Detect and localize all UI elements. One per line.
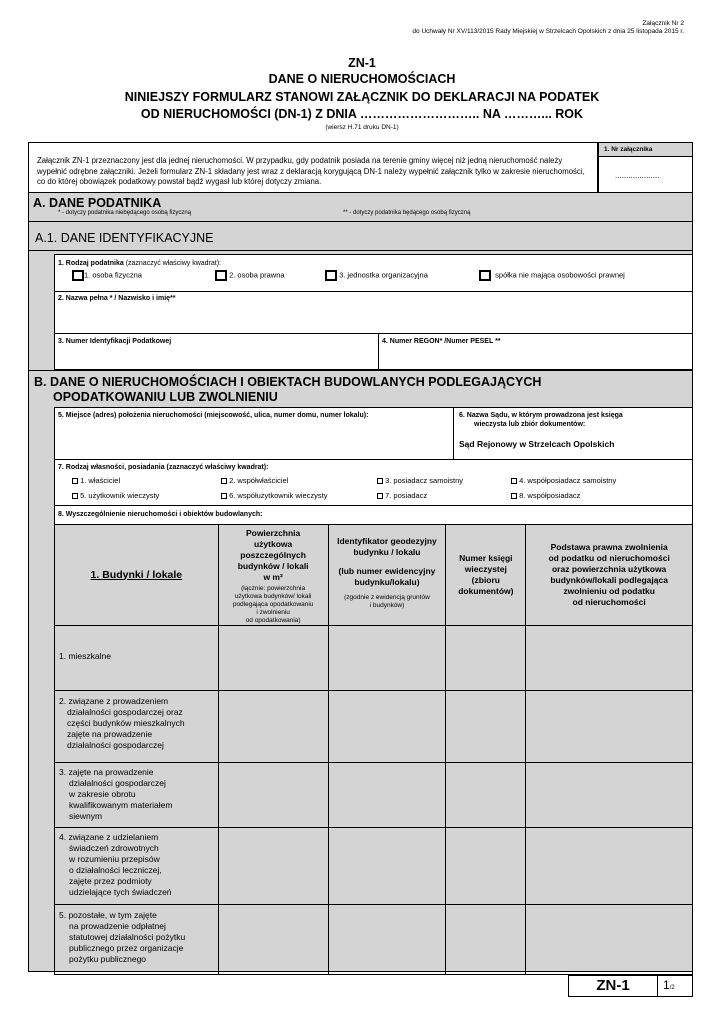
land-register-input[interactable] [446, 905, 526, 975]
checkbox-icon[interactable] [72, 493, 78, 499]
area-input[interactable] [218, 691, 328, 763]
ownership-option-6[interactable]: 6. współużytkownik wieczysty [221, 491, 327, 500]
property-address-field[interactable] [54, 407, 454, 460]
exemption-input[interactable] [526, 828, 693, 905]
ownership-type-label: 7. Rodzaj własności, posiadania (zaznaczyć właściwy kwadrat): [58, 464, 269, 471]
ownership-option-5[interactable]: 5. użytkownik wieczysty [72, 491, 159, 500]
nip-field[interactable] [54, 333, 379, 370]
area-input[interactable] [218, 763, 328, 828]
page-number: 1/2 [663, 978, 675, 992]
checkbox-icon[interactable] [377, 493, 383, 499]
property-address-label: 5. Miejsce (adres) położenia nieruchomości (miejscowość, ulica, numer domu, numer lokalu): [58, 412, 369, 419]
exemption-input[interactable] [526, 763, 693, 828]
property-details-label: 8. Wyszczególnienie nieruchomości i obiektów budowlanych: [58, 511, 263, 518]
checkbox-icon[interactable] [215, 270, 227, 281]
form-subtitle-2: OD NIERUCHOMOŚCI (DN-1) Z DNIA ……………………….. NA ………... ROK [140, 107, 584, 121]
geodetic-id-input[interactable] [328, 905, 446, 975]
attachment-number-field[interactable] [598, 142, 693, 193]
taxpayer-type-label: 1. Rodzaj podatnika (zaznaczyć właściwy kwadrat): [58, 260, 221, 267]
col-land-register-header: Numer księgi wieczystej (zbioru dokumentów) [446, 525, 526, 626]
area-input[interactable] [218, 905, 328, 975]
area-input[interactable] [218, 828, 328, 905]
section-a-note2: ** - dotyczy podatnika będącego osobą fizyczną [343, 210, 471, 216]
ownership-option-8[interactable]: 8. współposiadacz [511, 491, 580, 500]
taxpayer-type-option-1[interactable]: 1. osoba fizyczna [72, 270, 142, 281]
court-label: 6. Nazwa Sądu, w którym prowadzona jest księga [459, 412, 623, 419]
divider [28, 250, 693, 251]
full-name-field[interactable] [54, 291, 693, 334]
footer-form-code: ZN-1 [569, 976, 658, 996]
geodetic-id-input[interactable] [328, 691, 446, 763]
col-exemption-header: Podstawa prawna zwolnienia od podatku od nieruchomości oraz powierzchnia użytkowa budynków/lokali podlegająca zwolnieniu od podatku od nieruchomości [526, 525, 693, 626]
row-label-residential: 1. mieszkalne [55, 626, 219, 691]
form-subtitle: NINIEJSZY FORMULARZ STANOWI ZAŁĄCZNIK DO DEKLARACJI NA PODATEK [124, 90, 600, 104]
land-register-input[interactable] [446, 763, 526, 828]
table-row [55, 691, 693, 763]
checkbox-icon[interactable] [511, 478, 517, 484]
page-footer [568, 975, 693, 997]
section-b-title-2: OPODATKOWANIU LUB ZWOLNIENIU [53, 390, 278, 404]
buildings-table [54, 524, 693, 975]
checkbox-icon[interactable] [325, 270, 337, 281]
row-label-health: 4. związane z udzielaniem świadczeń zdrowotnych w rozumieniu przepisów o działalności leczniczej, zajęte przez podmioty udzielające tych świadczeń [55, 828, 219, 905]
section-a-title: A. DANE PODATNIKA [33, 196, 162, 210]
checkbox-icon[interactable] [221, 478, 227, 484]
ownership-option-2[interactable]: 2. współwłaściciel [221, 476, 288, 485]
table-row [55, 905, 693, 975]
attachment-number-label: 1. Nr załącznika [599, 143, 692, 157]
col-buildings-header: 1. Budynki / lokale [55, 525, 219, 626]
full-name-label: 2. Nazwa pełna * / Nazwisko i imię** [58, 295, 176, 302]
section-b-title: B. DANE O NIERUCHOMOŚCIACH I OBIEKTACH BUDOWLANYCH PODLEGAJĄCYCH [34, 375, 542, 389]
ownership-type-field [54, 459, 693, 506]
taxpayer-type-field [54, 254, 693, 292]
land-register-input[interactable] [446, 626, 526, 691]
exemption-input[interactable] [526, 626, 693, 691]
checkbox-icon[interactable] [377, 478, 383, 484]
ownership-option-7[interactable]: 7. posiadacz [377, 491, 427, 500]
col-geodetic-id-header: Identyfikator geodezyjny budynku / lokalu (lub numer ewidencyjny budynku/lokalu) (zgodnie z ewidencją gruntów i budynków) [328, 525, 446, 626]
court-value: Sąd Rejonowy w Strzelcach Opolskich [459, 439, 615, 449]
annex-header [412, 20, 684, 36]
section-a-note1: * - dotyczy podatnika niebędącego osobą fizyczną [58, 210, 192, 216]
regon-pesel-label: 4. Numer REGON* /Numer PESEL ** [382, 338, 501, 345]
table-header-row [55, 525, 693, 626]
court-label-2: wieczysta lub zbiór dokumentów: [474, 421, 586, 428]
section-a1-title: A.1. DANE IDENTYFIKACYJNE [35, 231, 214, 245]
taxpayer-type-option-4[interactable]: spółka nie mająca osobowości prawnej [479, 270, 625, 281]
nip-label: 3. Numer Identyfikacji Podatkowej [58, 338, 172, 345]
exemption-input[interactable] [526, 905, 693, 975]
taxpayer-type-option-2[interactable]: 2. osoba prawna [215, 270, 285, 281]
geodetic-id-input[interactable] [328, 828, 446, 905]
ownership-option-3[interactable]: 3. posiadacz samoistny [377, 476, 463, 485]
court-field[interactable] [453, 407, 693, 460]
row-label-other: 5. pozostałe, w tym zajęte na prowadzenie odpłatnej statutowej działalności pożytku publicznego przez organizacje pożytku publicznego [55, 905, 219, 975]
form-code: ZN-1 [348, 56, 376, 70]
checkbox-icon[interactable] [479, 270, 491, 281]
checkbox-icon[interactable] [72, 478, 78, 484]
taxpayer-type-option-3[interactable]: 3. jednostka organizacyjna [325, 270, 428, 281]
table-row [55, 828, 693, 905]
area-input[interactable] [218, 626, 328, 691]
col-area-header: Powierzchnia użytkowa poszczególnych budynków / lokali w m² (łącznie: powierzchnia użytkowa budynków/ lokali podlegająca opodatkowaniu i zwolnieniu od opodatkowania) [218, 525, 328, 626]
form-note: (wiersz H.71 druku DN-1) [325, 124, 399, 131]
table-row [55, 626, 693, 691]
attachment-number-value: .................... [615, 171, 660, 180]
row-label-business: 2. związane z prowadzeniem działalności gospodarczej oraz części budynków mieszkalnych zajęte na prowadzenie działalności gospodarczej [55, 691, 219, 763]
divider [28, 221, 693, 222]
exemption-input[interactable] [526, 691, 693, 763]
divider [28, 370, 693, 371]
geodetic-id-input[interactable] [328, 763, 446, 828]
intro-text: Załącznik ZN-1 przeznaczony jest dla jednej nieruchomości. W przypadku, gdy podatnik posiada na terenie gminy więcej niż jedną nieruchomość należy wypełnić odrębne załączniki. Jeżeli formularz ZN-1 składany jest wraz z deklaracją korygującą DN-1 należy wypełnić załącznik tylko w zakresie nieruchomości, co do której obowiązek podatkowy powstał bądź wygasł lub której dotyczy zmiana. [28, 142, 598, 193]
checkbox-icon[interactable] [221, 493, 227, 499]
annex-line1: Załącznik Nr 2 [642, 20, 684, 27]
checkbox-icon[interactable] [72, 270, 84, 281]
property-details-header [54, 505, 693, 525]
row-label-seed-trade: 3. zajęte na prowadzenie działalności gospodarczej w zakresie obrotu kwalifikowanym materiałem siewnym [55, 763, 219, 828]
checkbox-icon[interactable] [511, 493, 517, 499]
ownership-option-4[interactable]: 4. współposiadacz samoistny [511, 476, 616, 485]
regon-pesel-field[interactable] [378, 333, 693, 370]
geodetic-id-input[interactable] [328, 626, 446, 691]
land-register-input[interactable] [446, 691, 526, 763]
annex-line2: do Uchwały Nr XV/113/2015 Rady Miejskiej w Strzelcach Opolskich z dnia 25 listopada 2015 r. [412, 28, 684, 35]
table-row [55, 763, 693, 828]
ownership-option-1[interactable]: 1. właściciel [72, 476, 120, 485]
form-title: DANE O NIERUCHOMOŚCIACH [268, 72, 456, 86]
land-register-input[interactable] [446, 828, 526, 905]
